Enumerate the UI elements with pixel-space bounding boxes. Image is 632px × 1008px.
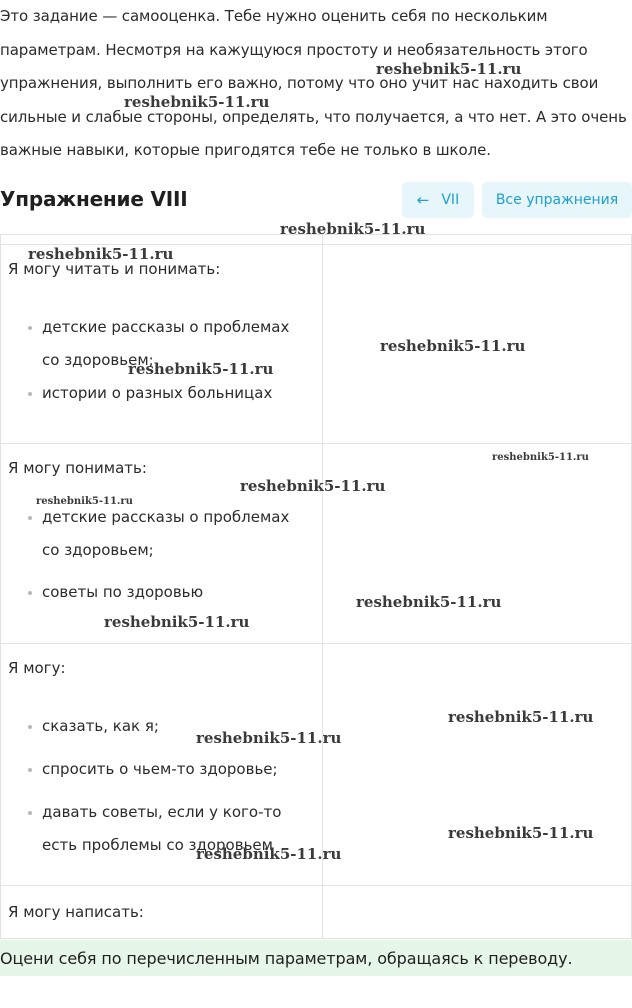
table-cell [1, 886, 323, 939]
intro-line: Это задание — самооценка. Тебе нужно оценить себя по нескольким [0, 7, 548, 25]
intro-text [0, 0, 632, 168]
table-cell [323, 245, 632, 444]
table-row [1, 886, 632, 939]
exercise-title: Упражнение VIII [0, 187, 188, 211]
row-label: Я могу читать и понимать: [8, 260, 221, 278]
exercise-header [0, 180, 632, 220]
table-row [1, 644, 632, 886]
row-label: Я могу: [8, 659, 66, 677]
item-list [8, 311, 322, 410]
table-row [1, 444, 632, 644]
item-list [8, 710, 322, 862]
instruction-text: Оцени себя по перечисленным параметрам, обращаясь к переводу. [0, 948, 573, 968]
list-item: сказать, как я; [8, 710, 322, 743]
list-item: истории о разных больницах [8, 377, 322, 410]
all-exercises-button[interactable] [482, 182, 632, 218]
intro-line: упражнения, выполнить его важно, потому что оно учит нас находить свои [0, 74, 599, 92]
table-cell [1, 444, 323, 644]
list-item: давать советы, если у кого-то [8, 796, 322, 829]
intro-line: параметрам. Несмотря на кажущуюся простоту и необязательность этого [0, 40, 588, 59]
watermark: reshebnik5-11.ru [492, 452, 589, 463]
prev-exercise-button[interactable] [402, 182, 474, 218]
table-cell [323, 886, 632, 939]
table-row [1, 245, 632, 444]
watermark: reshebnik5-11.ru [280, 220, 426, 238]
cell-content [8, 644, 322, 862]
cell-content [8, 444, 322, 609]
table-cell [323, 644, 632, 886]
watermark: reshebnik5-11.ru [356, 593, 502, 611]
watermark: reshebnik5-11.ru [28, 245, 174, 263]
list-item: советы по здоровью [8, 576, 322, 609]
watermark: reshebnik5-11.ru [240, 477, 386, 495]
table-cell [1, 644, 323, 886]
intro-line: важные навыки, которые пригодятся тебе не только в школе. [0, 141, 491, 159]
watermark: reshebnik5-11.ru [128, 360, 274, 378]
table-cell [1, 245, 323, 444]
instruction-note [0, 940, 632, 976]
table-cell [1, 235, 323, 245]
row-label: Я могу понимать: [8, 459, 147, 477]
all-exercises-label: Все упражнения [495, 192, 619, 208]
cell-content [8, 245, 322, 410]
watermark: reshebnik5-11.ru [380, 337, 526, 355]
prev-exercise-label: VII [441, 192, 460, 208]
list-item: со здоровьем; [42, 541, 154, 559]
row-label: Я могу написать: [8, 903, 144, 921]
watermark: reshebnik5-11.ru [36, 496, 133, 507]
list-item: со здоровьем; [42, 351, 154, 369]
cell-content [8, 886, 322, 922]
table-cell [323, 235, 632, 245]
self-assessment-table [0, 234, 632, 939]
list-item: есть проблемы со здоровьем [42, 836, 273, 854]
arrow-left-icon: ← [416, 191, 430, 209]
watermark: reshebnik5-11.ru [124, 93, 270, 111]
watermark: reshebnik5-11.ru [376, 60, 522, 78]
watermark: reshebnik5-11.ru [196, 729, 342, 747]
watermark: reshebnik5-11.ru [104, 613, 250, 631]
intro-line: сильные и слабые стороны, определять, что получается, а что нет. А это очень [0, 107, 627, 126]
table-row [1, 235, 632, 245]
watermark: reshebnik5-11.ru [448, 824, 594, 842]
item-list [8, 501, 322, 609]
table-cell [323, 444, 632, 644]
list-item: спросить о чьем-то здоровье; [8, 753, 322, 786]
list-item: детские рассказы о проблемах [8, 501, 322, 534]
watermark: reshebnik5-11.ru [448, 708, 594, 726]
watermark: reshebnik5-11.ru [196, 845, 342, 863]
list-item: детские рассказы о проблемах [8, 311, 322, 344]
